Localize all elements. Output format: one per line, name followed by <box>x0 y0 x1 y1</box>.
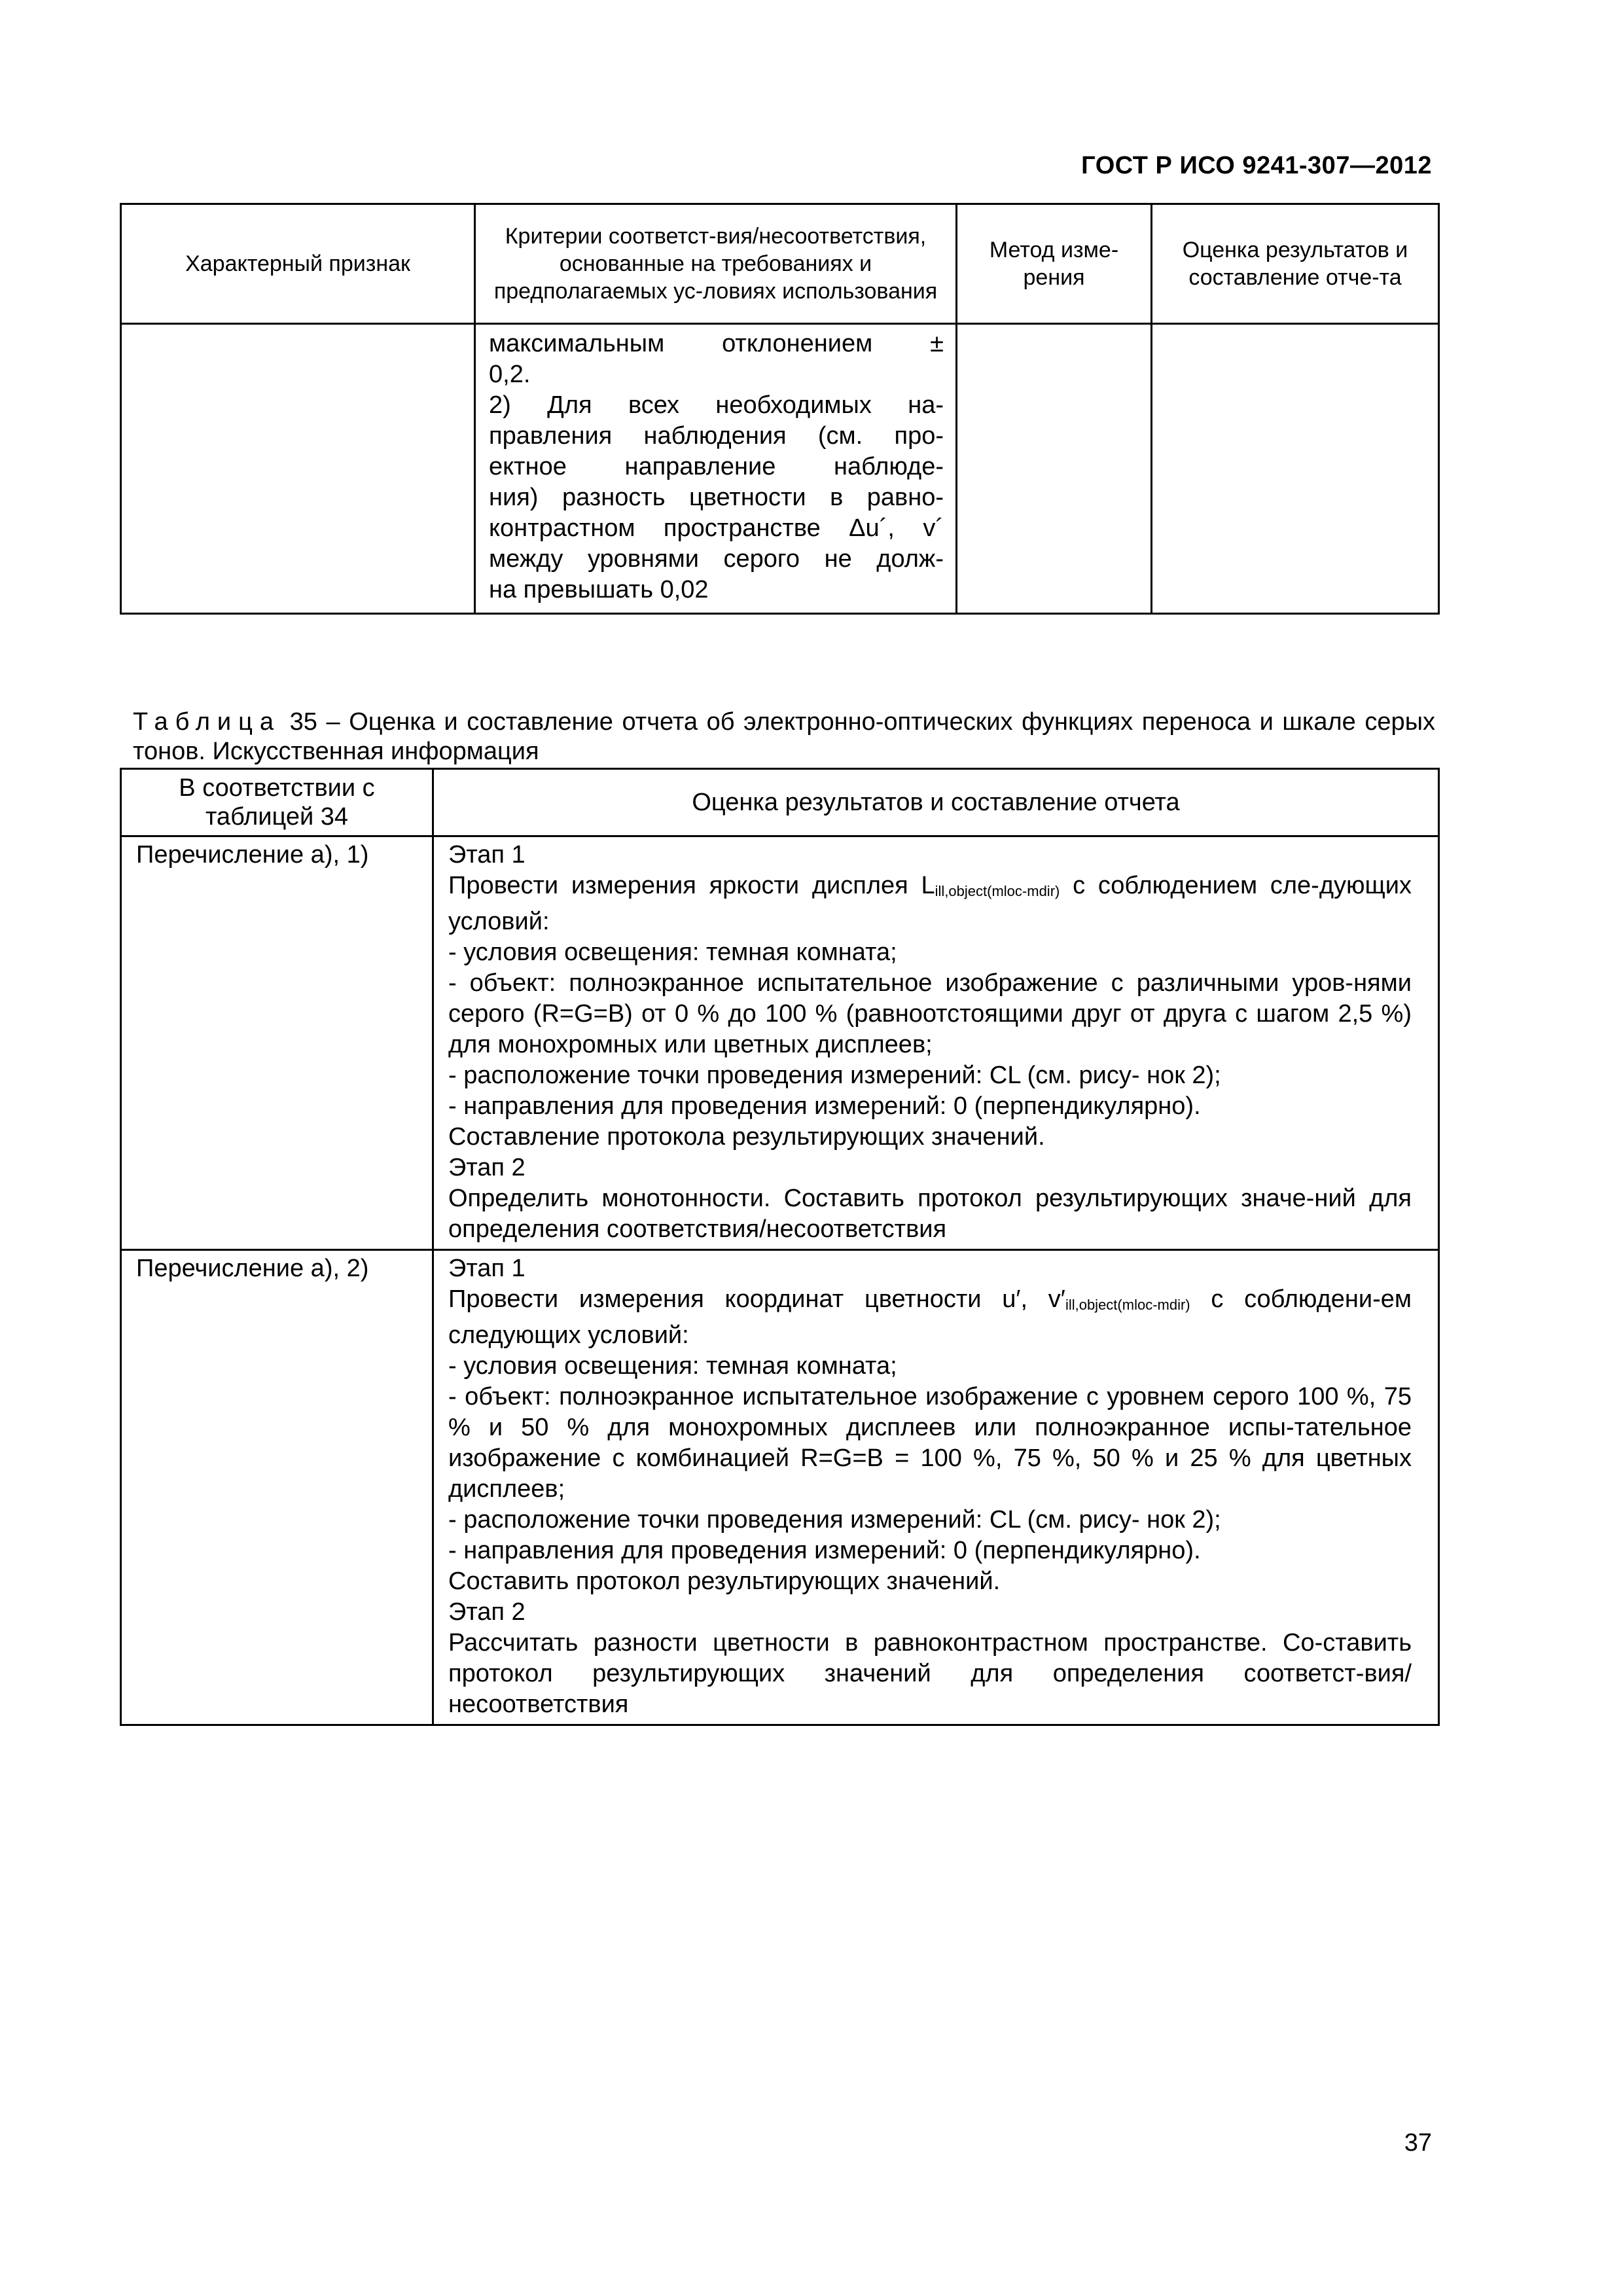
procedure-line: Определить монотонности. Составить протокол результирующих значе-ний для определения соответствия/несоответствия <box>448 1185 1412 1243</box>
header-evaluation: Оценка результатов и составление отче-та <box>1152 204 1439 324</box>
criteria-line: ектное направление наблюде- <box>489 453 944 480</box>
procedure-line: - направления для проведения измерений: 0 (перпендикулярно). <box>448 1092 1201 1120</box>
procedure-line: Провести измерения яркости дисплея Lill,object(mloc-mdir) с соблюдением сле-дующих условий: <box>448 872 1412 935</box>
table-row <box>121 836 1439 1250</box>
subscript: ill,object(mloc-mdir) <box>935 883 1060 899</box>
table-35 <box>120 768 1440 1726</box>
procedure-line: - условия освещения: темная комната; <box>448 939 897 966</box>
step-title: Этап 1 <box>448 841 526 869</box>
procedure-line: - объект: полноэкранное испытательное изображение с уровнем серого 100 %, 75 % и 50 % для монохромных дисплеев или полноэкранное испы-тательное изображение с комбинацией R=G=B = 100 %, 75 %, 50 % и 25 % для цветных дисплеев; <box>448 1383 1412 1503</box>
header-evaluation: Оценка результатов и составление отчета <box>433 769 1439 836</box>
document-code: ГОСТ Р ИСО 9241-307—2012 <box>1081 152 1432 179</box>
subscript: ill,object(mloc-mdir) <box>1065 1297 1190 1313</box>
feature-cell <box>121 324 475 614</box>
criteria-line: контрастном пространстве Δu´, v´ <box>489 514 944 542</box>
procedure-line: - направления для проведения измерений: 0 (перпендикулярно). <box>448 1537 1201 1564</box>
procedure-line: Составление протокола результирующих значений. <box>448 1123 1045 1151</box>
header-reference: В соответствии с таблицей 34 <box>121 769 433 836</box>
reference-cell: Перечисление а), 2) <box>121 1250 433 1725</box>
caption-label: Таблица <box>133 708 281 736</box>
criteria-line: 2) Для всех необходимых на- <box>489 391 944 419</box>
step-title: Этап 2 <box>448 1598 526 1626</box>
procedure-line: Рассчитать разности цветности в равноконтрастном пространстве. Со-ставить протокол результирующих значений для определения соответст-вия/несоответствия <box>448 1629 1412 1718</box>
evaluation-cell <box>1152 324 1439 614</box>
criteria-line: максимальным отклонением ± <box>489 330 944 357</box>
procedure-line: - объект: полноэкранное испытательное изображение с различными уров-нями серого (R=G=B) от 0 % до 100 % (равноотстоящими друг от друга с шагом 2,5 %) для монохромных или цветных дисплеев; <box>448 969 1412 1058</box>
procedure-line: Составить протокол результирующих значений. <box>448 1568 1001 1595</box>
criteria-line: на превышать 0,02 <box>489 576 709 603</box>
table-header-row <box>121 769 1439 836</box>
continued-table <box>120 203 1440 615</box>
table-header-row <box>121 204 1439 324</box>
table-row <box>121 1250 1439 1725</box>
caption-text: 35 – Оценка и составление отчета об электронно-оптических функциях переноса и шкале серых тонов. Искусственная информация <box>133 708 1436 765</box>
criteria-line: между уровнями серого не долж- <box>489 545 944 573</box>
procedure-line: Провести измерения координат цветности u′, v′ill,object(mloc-mdir) с соблюдени-ем следующих условий: <box>448 1285 1412 1349</box>
table-row <box>121 324 1439 614</box>
header-method: Метод изме-рения <box>957 204 1152 324</box>
step-title: Этап 2 <box>448 1154 526 1181</box>
procedure-cell <box>433 836 1439 1250</box>
criteria-line: 0,2. <box>489 361 531 388</box>
criteria-line: ния) разность цветности в равно- <box>489 484 944 511</box>
table-caption <box>133 708 1435 766</box>
page-number: 37 <box>1404 2129 1432 2157</box>
criteria-cell <box>475 324 957 614</box>
header-criteria: Критерии соответст-вия/несоответствия, основанные на требованиях и предполагаемых ус-ловиях использования <box>475 204 957 324</box>
procedure-line: - расположение точки проведения измерений: CL (см. рису- нок 2); <box>448 1506 1221 1534</box>
procedure-line: - условия освещения: темная комната; <box>448 1352 897 1380</box>
step-title: Этап 1 <box>448 1255 526 1282</box>
procedure-cell <box>433 1250 1439 1725</box>
method-cell <box>957 324 1152 614</box>
criteria-line: правления наблюдения (см. про- <box>489 422 944 450</box>
reference-cell: Перечисление а), 1) <box>121 836 433 1250</box>
header-feature: Характерный признак <box>121 204 475 324</box>
procedure-line: - расположение точки проведения измерений: CL (см. рису- нок 2); <box>448 1062 1221 1089</box>
